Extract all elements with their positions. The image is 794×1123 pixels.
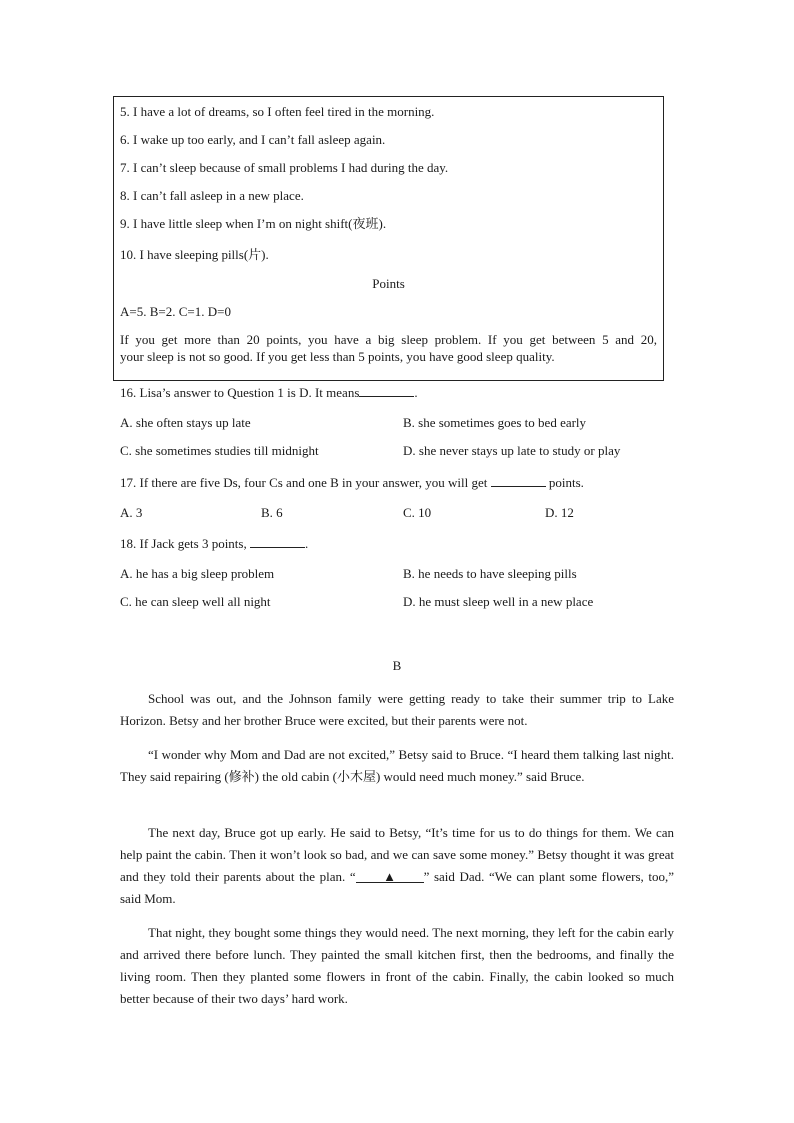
q18-option-b: B. he needs to have sleeping pills [403, 566, 577, 581]
q16-option-b: B. she sometimes goes to bed early [403, 415, 587, 430]
q17-option-c: C. 10 [403, 505, 432, 520]
result-line-2: your sleep is not so good. If you get less than 5 points, you have good sleep quality. [120, 349, 555, 364]
q18-option-c: C. he can sleep well all night [120, 594, 271, 609]
questionnaire-item-8: 8. I can’t fall asleep in a new place. [120, 188, 304, 203]
passage-paragraph-4: That night, they bought some things they would need. The next morning, they left for the cabin early and arrived there before lunch. They painted the small kitchen first, then the bedrooms, and finally the living room. Then they planted some flowers in front of the cabin. Finally, the cabin looked so much better because of their two days’ hard work. [120, 925, 674, 1006]
q18-option-d: D. he must sleep well in a new place [403, 594, 594, 609]
triangle-marker-icon: ▲ [383, 869, 397, 884]
q17-option-a: A. 3 [120, 505, 143, 520]
questionnaire-item-10: 10. I have sleeping pills(片). [120, 247, 269, 262]
passage-paragraph-3: The next day, Bruce got up early. He said to Betsy, “It’s time for us to do things for them. We can help paint the cabin. Then it won’t look so bad, and we can save some money.” Betsy thought it was great and they told their parents about the plan. “ ▲ ” said Dad. “We can plant some flowers, too,” said Mom. [120, 825, 675, 906]
q17-option-b: B. 6 [261, 505, 283, 520]
questionnaire-item-5: 5. I have a lot of dreams, so I often feel tired in the morning. [120, 104, 435, 119]
q16-option-c: C. she sometimes studies till midnight [120, 443, 319, 458]
questionnaire-box [113, 96, 664, 381]
passage-paragraph-1: School was out, and the Johnson family were getting ready to take their summer trip to Lake Horizon. Betsy and her brother Bruce were excited, but their parents were not. [120, 691, 674, 728]
q16-option-d: D. she never stays up late to study or play [403, 443, 621, 458]
questionnaire-item-6: 6. I wake up too early, and I can’t fall asleep again. [120, 132, 386, 147]
question-18-stem: 18. If Jack gets 3 points, . [120, 536, 309, 551]
section-heading: B [392, 658, 402, 673]
points-heading: Points [372, 276, 405, 291]
answer-blank [359, 385, 414, 397]
passage-paragraph-2: “I wonder why Mom and Dad are not excited,” Betsy said to Bruce. “I heard them talking last night. They said repairing (修补) the old cabin (小木屋) would need much money.” said Bruce. [120, 747, 674, 784]
q18-option-a: A. he has a big sleep problem [120, 566, 275, 581]
result-line-1: If you get more than 20 points, you have a big sleep problem. If you get between 5 and 20, [120, 332, 657, 347]
q17-option-d: D. 12 [545, 505, 574, 520]
answer-blank-triangle [356, 871, 424, 883]
answer-blank [250, 536, 305, 548]
question-16-stem: 16. Lisa’s answer to Question 1 is D. It means . [120, 385, 418, 400]
q16-option-a: A. she often stays up late [120, 415, 251, 430]
answer-blank [491, 475, 546, 487]
question-17-stem: 17. If there are five Ds, four Cs and one B in your answer, you will get points. [120, 475, 584, 490]
questionnaire-item-7: 7. I can’t sleep because of small problems I had during the day. [120, 160, 449, 175]
questionnaire-item-9: 9. I have little sleep when I’m on night shift(夜班). [120, 216, 387, 231]
scoring-rule: A=5. B=2. C=1. D=0 [120, 304, 231, 319]
